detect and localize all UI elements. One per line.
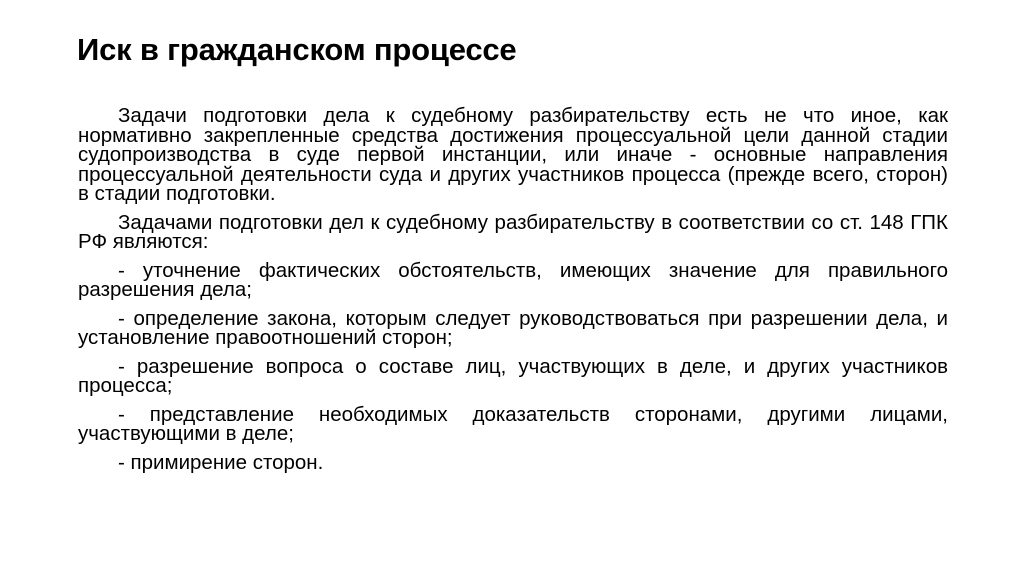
paragraph-tasks-intro: Задачами подготовки дел к судебному разбирательству в соответствии со ст. 148 ГПК РФ являются: [78, 210, 948, 253]
slide-title: Иск в гражданском процессе [77, 32, 517, 67]
list-item-facts: - уточнение фактических обстоятельств, имеющих значение для правильного разрешения дела; [78, 258, 948, 301]
list-item-reconciliation: - примирение сторон. [118, 450, 324, 474]
paragraph-definition: Задачи подготовки дела к судебному разбирательству есть не что иное, как нормативно закрепленные средства достижения процессуальной цели данной стадии судопроизводства в суде первой инстанции, или иначе - основные направления процессуальной деятельности суда и других участников процесса (прежде всего, сторон) в стадии подготовки. [78, 104, 948, 205]
list-item-evidence: - представление необходимых доказательств сторонами, другими лицами, участвующими в деле; [78, 402, 948, 445]
list-item-law: - определение закона, которым следует руководствоваться при разрешении дела, и установление правоотношений сторон; [78, 306, 948, 349]
slide-body [78, 106, 948, 472]
list-item-participants: - разрешение вопроса о составе лиц, участвующих в деле, и других участников процесса; [78, 354, 948, 397]
